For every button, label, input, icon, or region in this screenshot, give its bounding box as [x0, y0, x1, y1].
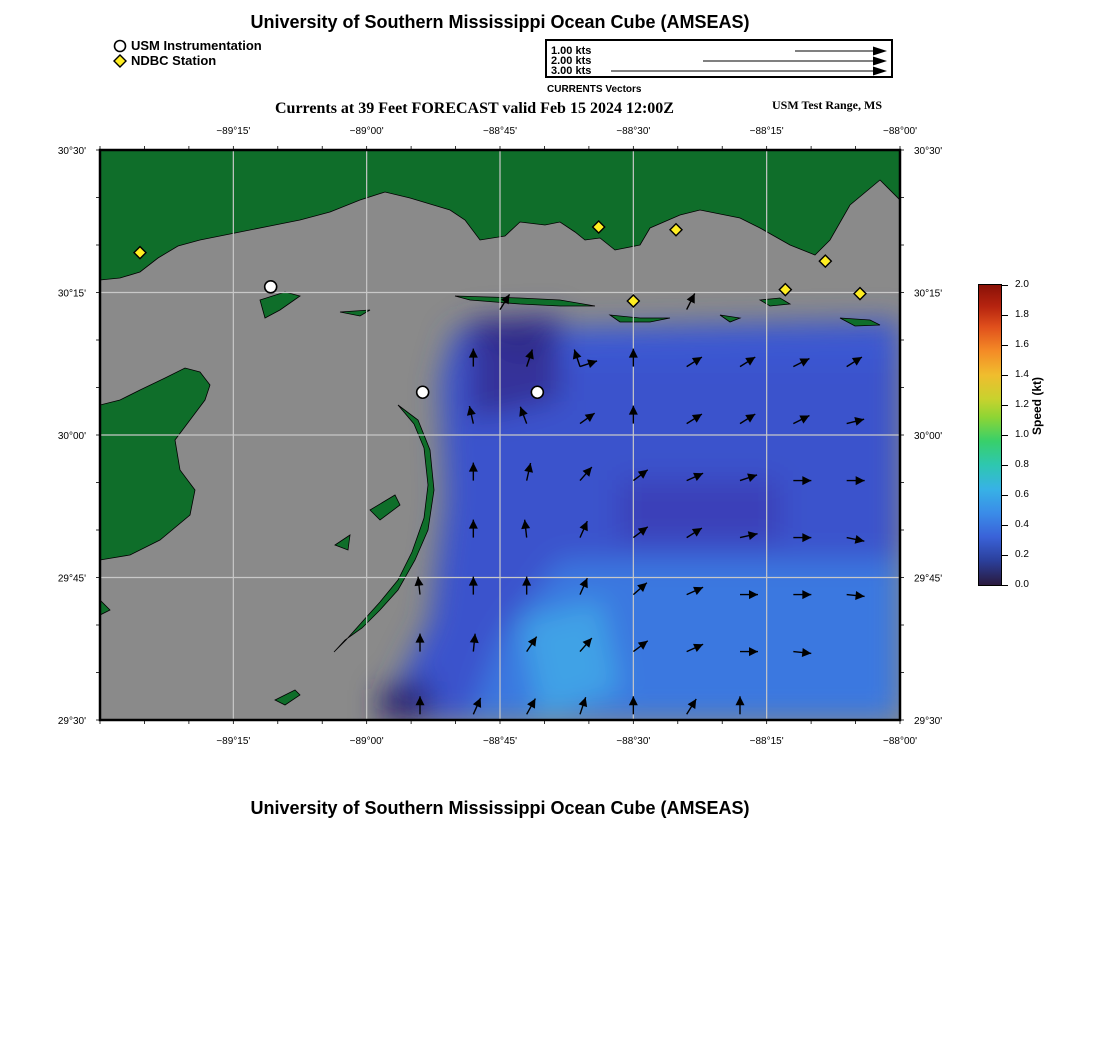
lat-tick-label: 30°00'	[914, 431, 943, 442]
map-subtitle: Currents at 39 Feet FORECAST valid Feb 15 2024 12:00Z	[275, 100, 674, 117]
lat-tick-label: 29°30'	[914, 716, 943, 727]
footer-title: University of Southern Mississippi Ocean Cube (AMSEAS)	[250, 798, 750, 818]
colorbar-tick-label: 1.4	[1015, 369, 1029, 380]
lon-tick-label: −88°00'	[883, 126, 917, 137]
legend-ndbc-label: NDBC Station	[131, 53, 217, 68]
colorbar-tickmark	[1002, 525, 1008, 526]
colorbar-tick-label: 1.2	[1015, 399, 1029, 410]
colorbar-tickmark	[1002, 345, 1008, 346]
vector-key-label: 3.00 kts	[551, 65, 592, 77]
lat-tick-label: 30°30'	[914, 146, 943, 157]
colorbar-tick-label: 1.0	[1015, 429, 1029, 440]
usm-station-marker	[265, 281, 277, 293]
colorbar-tickmark	[1002, 315, 1008, 316]
lon-tick-label: −89°00'	[349, 736, 384, 747]
lon-tick-label: −88°15'	[749, 126, 784, 137]
lon-tick-label: −89°15'	[216, 126, 251, 137]
vector-key-label: 2.00 kts	[551, 55, 592, 67]
colorbar-tickmark	[1002, 285, 1008, 286]
colorbar-tick-label: 0.0	[1015, 579, 1029, 590]
lon-tick-label: −88°30'	[616, 126, 651, 137]
page-title: University of Southern Mississippi Ocean Cube (AMSEAS)	[250, 12, 750, 32]
range-label: USM Test Range, MS	[772, 98, 883, 112]
usm-station-marker	[531, 386, 543, 398]
usm-station-marker	[417, 386, 429, 398]
colorbar-tickmark	[1002, 495, 1008, 496]
colorbar-tick-label: 0.8	[1015, 459, 1029, 470]
colorbar-tickmark	[1002, 585, 1008, 586]
lat-tick-label: 30°00'	[57, 431, 86, 442]
lon-tick-label: −88°15'	[749, 736, 784, 747]
colorbar-tickmark	[1002, 405, 1008, 406]
lon-tick-label: −88°30'	[616, 736, 651, 747]
lon-tick-label: −89°00'	[349, 126, 384, 137]
speed-colorbar	[978, 284, 1002, 586]
lon-tick-label: −88°00'	[883, 736, 917, 747]
colorbar-tick-label: 0.2	[1015, 549, 1029, 560]
colorbar-tickmark	[1002, 465, 1008, 466]
vector-key-label: 1.00 kts	[551, 45, 592, 57]
colorbar-tick-label: 0.6	[1015, 489, 1029, 500]
colorbar-tick-label: 1.6	[1015, 339, 1029, 350]
colorbar-tick-label: 2.0	[1015, 279, 1029, 290]
speed-field	[380, 315, 900, 720]
vector-key-caption: CURRENTS Vectors	[547, 84, 642, 95]
lon-tick-label: −88°45'	[483, 736, 517, 747]
lat-tick-label: 29°45'	[914, 573, 943, 585]
colorbar-tickmark	[1002, 375, 1008, 376]
colorbar-tickmark	[1002, 555, 1008, 556]
lat-tick-label: 29°30'	[57, 716, 86, 727]
lat-tick-label: 30°30'	[57, 146, 86, 157]
legend-usm-label: USM Instrumentation	[131, 38, 262, 53]
lat-tick-label: 29°45'	[57, 573, 86, 585]
lat-tick-label: 30°15'	[914, 288, 943, 300]
lat-tick-label: 30°15'	[57, 288, 86, 300]
colorbar-tick-label: 1.8	[1015, 309, 1029, 320]
lon-tick-label: −88°45'	[483, 126, 517, 137]
lon-tick-label: −89°15'	[216, 736, 251, 747]
colorbar-tickmark	[1002, 435, 1008, 436]
colorbar-tick-label: 0.4	[1015, 519, 1029, 530]
colorbar-label: Speed (kt)	[1030, 376, 1044, 435]
